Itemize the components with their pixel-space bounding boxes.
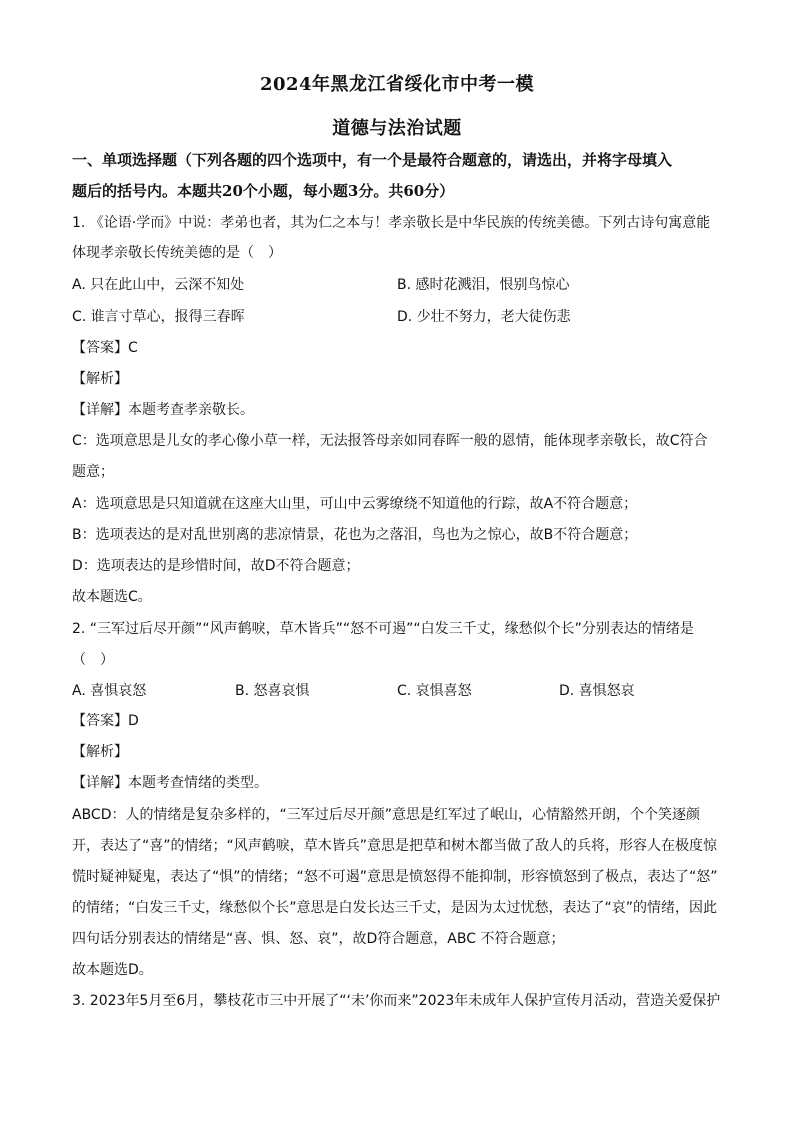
- section-heading-line-1: 一、单项选择题（下列各题的四个选项中，有一个是最符合题意的，请选出，并将字母填入: [72, 151, 673, 169]
- q1-explain-d: D：选项表达的是珍惜时间，故D不符合题意；: [72, 558, 360, 574]
- q2-stem-line-2: （ ）: [72, 652, 114, 668]
- q2-option-d: D. 喜惧怒哀: [559, 683, 635, 699]
- q1-option-a: A. 只在此山中，云深不知处: [72, 277, 245, 293]
- q1-explain-a: A：选项意思是只知道就在这座大山里，可山中云雾缭绕不知道他的行踪，故A不符合题意；: [72, 496, 638, 512]
- q2-answer: 【答案】D: [72, 713, 139, 729]
- document-title: 2024年黑龙江省绥化市中考一模: [259, 74, 535, 95]
- q2-explain-line-5: 四句话分别表达的情绪是“喜、惧、怒、哀”，故D符合题意，ABC 不符合题意；: [72, 931, 565, 947]
- q1-detail: 【详解】本题考查孝亲敬长。: [72, 402, 254, 418]
- q1-stem-line-2: 体现孝亲敬长传统美德的是（ ）: [72, 245, 282, 261]
- q1-explain-b: B：选项表达的是对乱世别离的悲凉情景，花也为之落泪，鸟也为之惊心，故B不符合题意；: [72, 527, 638, 543]
- q2-detail: 【详解】本题考查情绪的类型。: [72, 775, 268, 791]
- q1-explain-c-line-1: C：选项意思是儿女的孝心像小草一样，无法报答母亲如同春晖一般的恩情，能体现孝亲敬长，故C符合: [72, 433, 708, 449]
- q1-stem-line-1: 1. 《论语·学而》中说：孝弟也者，其为仁之本与！孝亲敬长是中华民族的传统美德。下列古诗句寓意能: [72, 215, 711, 231]
- q1-explain-c-line-2: 题意；: [72, 464, 114, 480]
- q1-conclusion: 故本题选C。: [72, 589, 152, 605]
- q2-explain-line-2: 开，表达了“喜”的情绪；“风声鹤唳，草木皆兵”意思是把草和树木都当做了敌人的兵将，形容人在极度惊: [72, 838, 718, 854]
- q3-stem-line-1: 3. 2023年5月至6月，攀枝花市三中开展了“‘未’你而来”2023年未成年人保护宣传月活动，营造关爱保护: [72, 993, 721, 1009]
- q1-option-d: D. 少壮不努力，老大徒伤悲: [397, 309, 571, 325]
- q2-conclusion: 故本题选D。: [72, 962, 153, 978]
- section-heading-line-2: 题后的括号内。本题共20个小题，每小题3分。共60分）: [72, 182, 455, 200]
- document-subtitle: 道德与法治试题: [332, 118, 462, 139]
- q2-explain-line-4: 的情绪；“白发三千丈，缘愁似个长”意思是白发长达三千丈，是因为太过忧愁，表达了“哀”的情绪，因此: [72, 900, 718, 916]
- q2-stem-line-1: 2. “三军过后尽开颜”“风声鹤唳，草木皆兵”“怒不可遏”“白发三千丈，缘愁似个长”分别表达的情绪是: [72, 621, 694, 637]
- q1-option-c: C. 谁言寸草心，报得三春晖: [72, 309, 245, 325]
- q2-option-c: C. 哀惧喜怒: [397, 683, 472, 699]
- q1-answer: 【答案】C: [72, 340, 138, 356]
- q2-option-a: A. 喜惧哀怒: [72, 683, 147, 699]
- q2-explain-line-3: 慌时疑神疑鬼，表达了“惧”的情绪；“怒不可遏”意思是愤怒得不能抑制，形容愤怒到了极点，表达了“怒”: [72, 869, 718, 885]
- q2-option-b: B. 怒喜哀惧: [235, 683, 310, 699]
- q1-option-b: B. 感时花溅泪，恨别鸟惊心: [397, 277, 570, 293]
- q1-analysis-label: 【解析】: [72, 371, 128, 387]
- q2-analysis-label: 【解析】: [72, 744, 128, 760]
- q2-explain-line-1: ABCD：人的情绪是复杂多样的，“三军过后尽开颜”意思是红军过了岷山，心情豁然开朗，个个笑逐颜: [72, 807, 700, 823]
